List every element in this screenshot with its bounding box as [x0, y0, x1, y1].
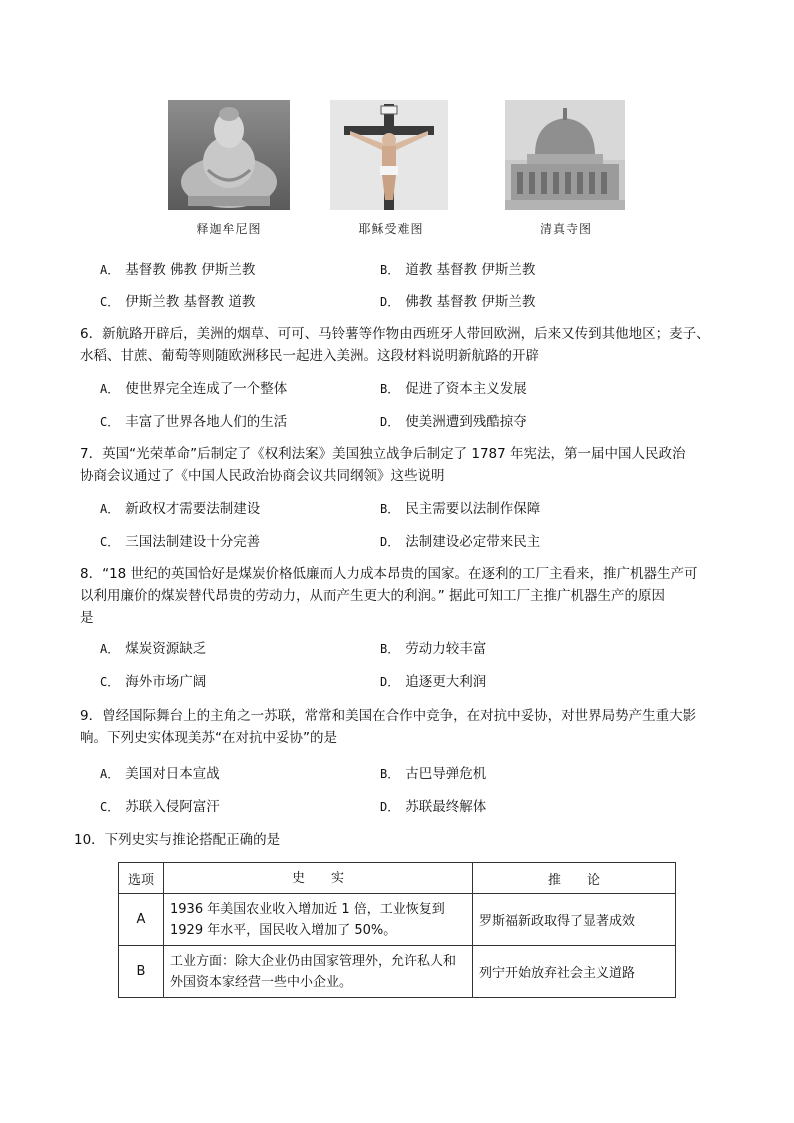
option-text: 煤炭资源缺乏 — [125, 641, 207, 657]
q10-table — [118, 862, 676, 998]
question-text: 响。下列史实体现美苏“在对抗中妥协”的是 — [80, 730, 337, 746]
buddha-statue-icon — [168, 100, 290, 210]
table-header-row — [119, 863, 676, 894]
q9-option-b[interactable]: B． 古巴导弹危机 — [380, 766, 487, 782]
option-text: 民主需要以法制作保障 — [405, 501, 541, 517]
option-text: 劳动力较丰富 — [405, 641, 487, 657]
q9-option-a[interactable]: A． 美国对日本宣战 — [100, 766, 220, 782]
q5-option-b[interactable]: B． 道教 基督教 伊斯兰教 — [380, 262, 536, 278]
option-text: 追逐更大利润 — [405, 674, 487, 690]
q9-option-d[interactable]: D． 苏联最终解体 — [380, 799, 487, 815]
q9-option-c[interactable]: C． 苏联入侵阿富汗 — [100, 799, 220, 815]
q5-option-a[interactable]: A． 基督教 佛教 伊斯兰教 — [100, 262, 256, 278]
option-text: 苏联入侵阿富汗 — [125, 799, 220, 815]
figure-row — [168, 100, 628, 240]
table-cell-inference: 罗斯福新政取得了显著成效 — [473, 894, 676, 946]
option-text: 使美洲遭到残酷掠夺 — [405, 414, 527, 430]
q8-option-d[interactable]: D． 追逐更大利润 — [380, 674, 487, 690]
q6-option-c[interactable]: C． 丰富了世界各地人们的生活 — [100, 414, 288, 430]
option-text: 道教 基督教 伊斯兰教 — [405, 262, 536, 278]
q5-option-c[interactable]: C． 伊斯兰教 基督教 道教 — [100, 294, 256, 310]
table-header: 选项 — [119, 863, 164, 894]
option-text: 法制建设必定带来民主 — [405, 534, 541, 550]
table-cell-fact: 工业方面：除大企业仍由国家管理外，允许私人和外国资本家经营一些中小企业。 — [164, 946, 473, 998]
q8-option-c[interactable]: C． 海外市场广阔 — [100, 674, 207, 690]
question-text: 9．曾经国际舞台上的主角之一苏联，常常和美国在合作中竞争，在对抗中妥协，对世界局势产生重大影 — [80, 708, 697, 724]
figure-caption: 释迦牟尼图 — [196, 222, 262, 236]
option-text: 基督教 佛教 伊斯兰教 — [125, 262, 256, 278]
q7-option-b[interactable]: B． 民主需要以法制作保障 — [380, 501, 541, 517]
table-cell-fact: 1936 年美国农业收入增加近 1 倍，工业恢复到 1929 年水平，国民收入增加了 50%。 — [164, 894, 473, 946]
q8-option-a[interactable]: A． 煤炭资源缺乏 — [100, 641, 207, 657]
option-text: 三国法制建设十分完善 — [125, 534, 261, 550]
question-9 — [80, 705, 730, 749]
q6-option-a[interactable]: A． 使世界完全连成了一个整体 — [100, 381, 288, 397]
question-10 — [74, 829, 724, 851]
table-row[interactable] — [119, 946, 676, 998]
figure-caption: 清真寺图 — [539, 222, 592, 236]
table-header: 推 论 — [473, 863, 676, 894]
table-row[interactable] — [119, 894, 676, 946]
mosque-dome-icon — [505, 100, 627, 210]
question-text: 8．“18 世纪的英国恰好是煤炭价格低廉而人力成本昂贵的国家。在逐利的工厂主看来，推广机器生产可 — [80, 566, 698, 582]
question-6 — [80, 323, 730, 367]
question-8 — [80, 563, 730, 629]
option-text: 古巴导弹危机 — [405, 766, 487, 782]
table-cell-option: B — [119, 946, 164, 998]
question-text: 6．新航路开辟后，美洲的烟草、可可、马铃薯等作物由西班牙人带回欧洲，后来又传到其他地区；麦子、 — [80, 326, 710, 342]
option-text: 美国对日本宣战 — [125, 766, 220, 782]
question-text: 7．英国“光荣革命”后制定了《权利法案》美国独立战争后制定了 1787 年宪法，第一届中国人民政治 — [80, 446, 686, 462]
figure-caption: 耶稣受难图 — [358, 222, 424, 236]
table-cell-option: A — [119, 894, 164, 946]
q6-option-b[interactable]: B． 促进了资本主义发展 — [380, 381, 527, 397]
option-text: 海外市场广阔 — [125, 674, 207, 690]
question-text: 10．下列史实与推论搭配正确的是 — [74, 832, 281, 848]
option-text: 佛教 基督教 伊斯兰教 — [405, 294, 536, 310]
question-7 — [80, 443, 730, 487]
option-text: 苏联最终解体 — [405, 799, 487, 815]
q5-option-d[interactable]: D． 佛教 基督教 伊斯兰教 — [380, 294, 536, 310]
table-cell-inference: 列宁开始放弃社会主义道路 — [473, 946, 676, 998]
option-text: 新政权才需要法制建设 — [125, 501, 261, 517]
option-text: 丰富了世界各地人们的生活 — [125, 414, 288, 430]
q7-option-c[interactable]: C． 三国法制建设十分完善 — [100, 534, 261, 550]
q7-option-d[interactable]: D． 法制建设必定带来民主 — [380, 534, 541, 550]
option-text: 使世界完全连成了一个整体 — [125, 381, 288, 397]
figure-crucifix — [330, 100, 452, 237]
table-header: 史 实 — [164, 863, 473, 894]
q7-option-a[interactable]: A． 新政权才需要法制建设 — [100, 501, 261, 517]
question-text: 以利用廉价的煤炭替代昂贵的劳动力，从而产生更大的利润。” 据此可知工厂主推广机器生产的原因 — [80, 588, 666, 604]
option-text: 促进了资本主义发展 — [405, 381, 527, 397]
q6-option-d[interactable]: D． 使美洲遭到残酷掠夺 — [380, 414, 527, 430]
question-text: 是 — [80, 610, 94, 626]
q8-option-b[interactable]: B． 劳动力较丰富 — [380, 641, 487, 657]
question-text: 水稻、甘蔗、葡萄等则随欧洲移民一起进入美洲。这段材料说明新航路的开辟 — [80, 348, 539, 364]
figure-mosque — [505, 100, 627, 237]
crucifix-icon — [330, 100, 452, 210]
figure-buddha — [168, 100, 290, 237]
option-text: 伊斯兰教 基督教 道教 — [125, 294, 256, 310]
question-text: 协商会议通过了《中国人民政治协商会议共同纲领》这些说明 — [80, 468, 445, 484]
